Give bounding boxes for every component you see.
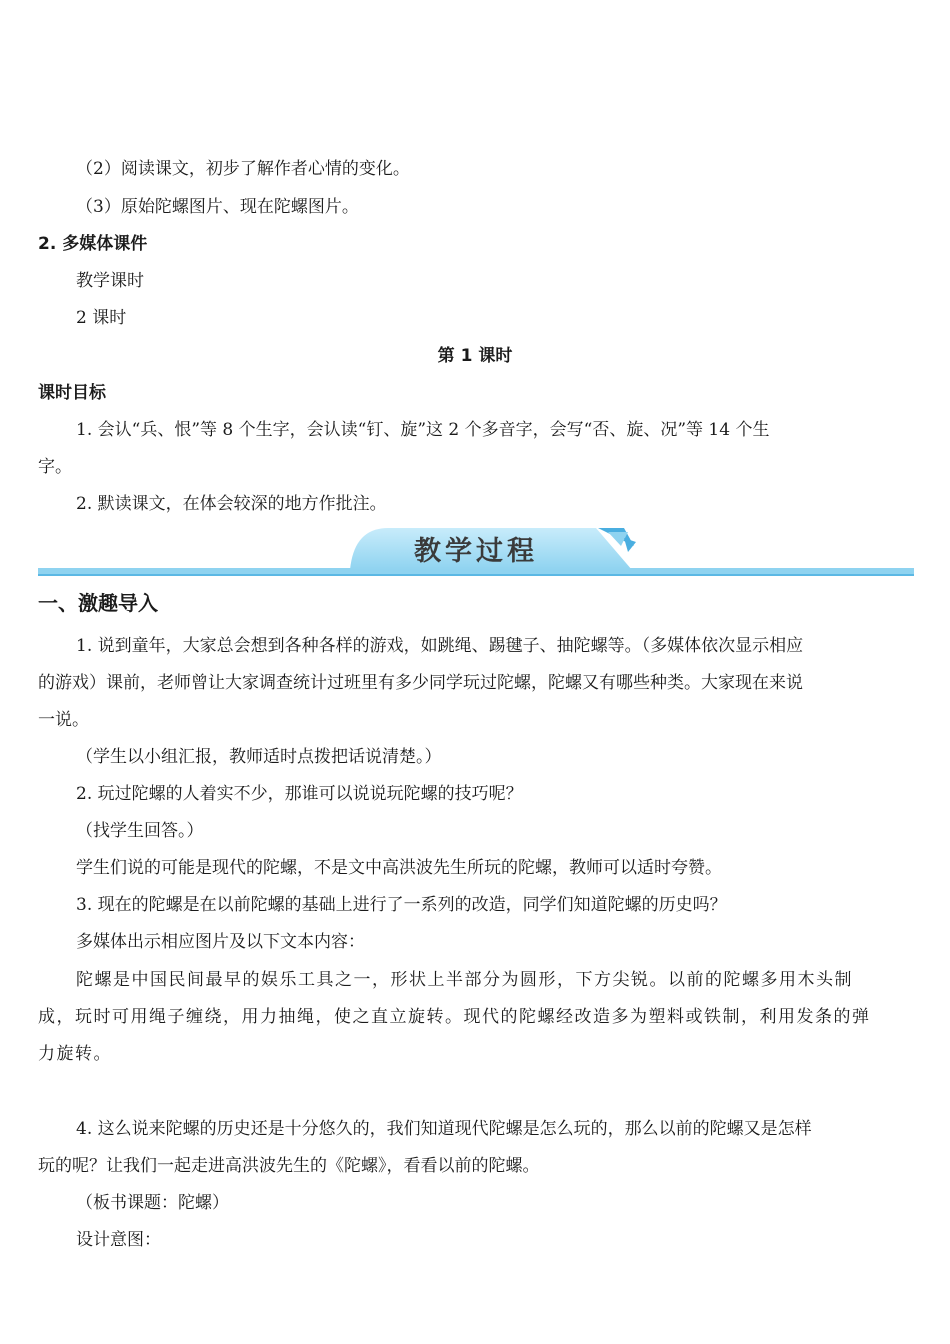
section-banner — [38, 524, 914, 582]
para-2: 2. 玩过陀螺的人着实不少，那谁可以说说玩陀螺的技巧呢？ — [76, 784, 523, 804]
design-intent-label: 设计意图： — [76, 1230, 161, 1250]
goal-1-line-2: 字。 — [38, 457, 72, 477]
para-2-note: （找学生回答。） — [76, 821, 204, 841]
goal-2: 2. 默读课文，在体会较深的地方作批注。 — [76, 494, 387, 514]
para-4-line-2: 玩的呢？让我们一起走进高洪波先生的《陀螺》，看看以前的陀螺。 — [38, 1156, 540, 1176]
teaching-hours-value: 2 课时 — [76, 308, 127, 328]
heading-lesson-goals: 课时目标 — [38, 383, 106, 403]
para-1-note: （学生以小组汇报，教师适时点拨把话说清楚。） — [76, 747, 442, 767]
para-4-note: （板书课题：陀螺） — [76, 1193, 229, 1213]
para-4-line-1: 4. 这么说来陀螺的历史还是十分悠久的，我们知道现代陀螺是怎么玩的，那么以前的陀螺又是怎样 — [76, 1119, 812, 1139]
quote-line-3: 力旋转。 — [38, 1044, 112, 1064]
banner-base-shadow — [38, 574, 914, 576]
lesson-title: 第 1 课时 — [437, 346, 513, 366]
quote-line-2: 成，玩时可用绳子缠绕，用力抽绳，使之直立旋转。现代的陀螺经改造多为塑料或铁制，利用发条的弹 — [38, 1007, 871, 1027]
prep-item-3: （3）原始陀螺图片、现在陀螺图片。 — [76, 197, 359, 217]
para-1-line-2: 的游戏）课前，老师曾让大家调查统计过班里有多少同学玩过陀螺，陀螺又有哪些种类。大家现在来说 — [38, 673, 803, 693]
section-heading-intro: 一、激趣导入 — [38, 591, 158, 615]
para-2-comment: 学生们说的可能是现代的陀螺，不是文中高洪波先生所玩的陀螺，教师可以适时夸赞。 — [76, 858, 722, 878]
para-1-line-3: 一说。 — [38, 710, 89, 730]
banner-title: 教学过程 — [414, 536, 538, 567]
para-1-line-1: 1. 说到童年，大家总会想到各种各样的游戏，如跳绳、踢毽子、抽陀螺等。（多媒体依次显示相应 — [76, 636, 804, 656]
para-3-intro: 多媒体出示相应图片及以下文本内容： — [76, 932, 365, 952]
goal-1-line-1: 1. 会认“兵、恨”等 8 个生字，会认读“钉、旋”这 2 个多音字，会写“否、旋、况”等 14 个生 — [76, 420, 770, 440]
quote-line-1: 陀螺是中国民间最早的娱乐工具之一，形状上半部分为圆形，下方尖锐。以前的陀螺多用木头制 — [76, 970, 853, 990]
prep-item-2: （2）阅读课文，初步了解作者心情的变化。 — [76, 159, 410, 179]
heading-multimedia: 2. 多媒体课件 — [38, 234, 148, 254]
label-teaching-hours: 教学课时 — [76, 271, 144, 291]
para-3: 3. 现在的陀螺是在以前陀螺的基础上进行了一系列的改造，同学们知道陀螺的历史吗？ — [76, 895, 727, 915]
